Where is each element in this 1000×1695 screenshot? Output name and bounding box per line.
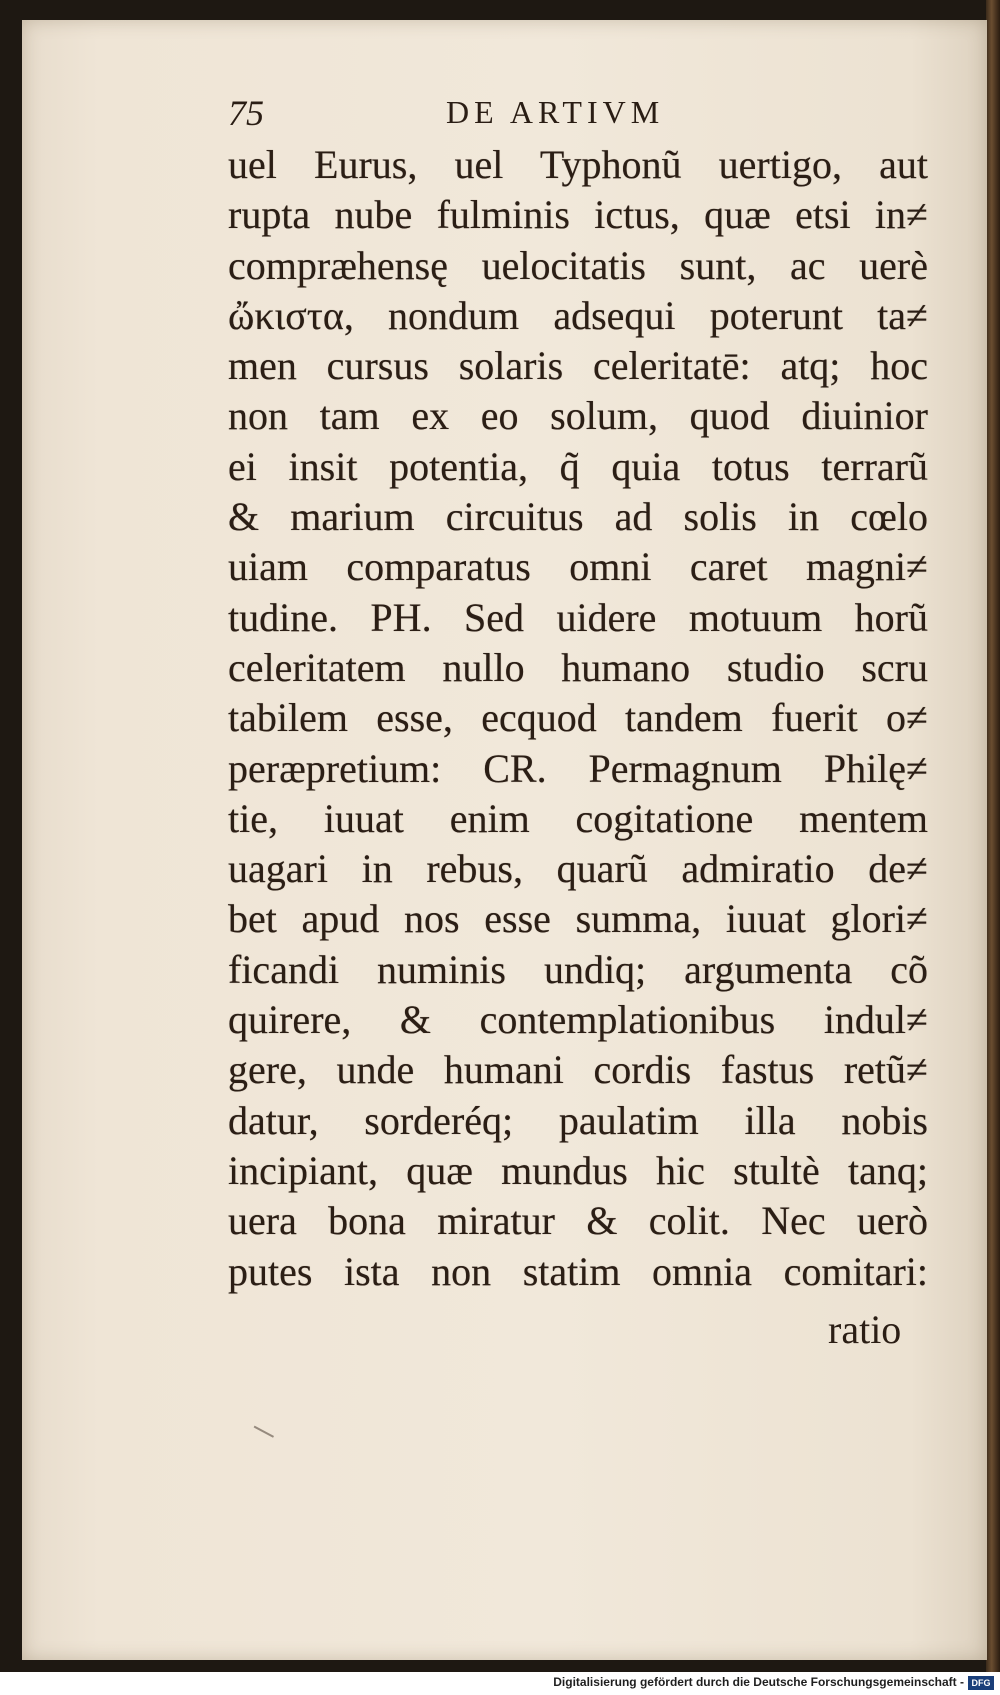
text-line: uel Eurus, uel Typhonũ uertigo, aut (228, 142, 928, 187)
text-block (228, 140, 928, 1297)
text-line: compræhensę uelocitatis sunt, ac uerè (228, 242, 928, 288)
text-line: gere, unde humani cordis fastus retũ≠ (228, 1047, 928, 1093)
text-line: ei insit potentia, q̃ quia totus terrarũ (228, 443, 928, 489)
page-header (228, 92, 928, 136)
digitization-credit: Digitalisierung gefördert durch die Deutsche Forschungsgemeinschaft - (553, 1675, 964, 1689)
text-line: & marium circuitus ad solis in cœlo (228, 494, 928, 540)
running-title: DE ARTIVM (446, 94, 665, 130)
text-line: ficandi numinis undiq; argumenta cõ (228, 946, 928, 992)
text-line: putes ista non statim omnia comitari: (228, 1248, 928, 1294)
text-line: uera bona miratur & colit. Nec uerò (228, 1198, 928, 1244)
page-number: 75 (228, 93, 264, 133)
text-line: bet apud nos esse summa, iuuat glori≠ (228, 896, 928, 942)
dfg-logo: DFG (968, 1676, 994, 1690)
text-line: uagari in rebus, quarũ admiratio de≠ (228, 846, 928, 892)
text-line: peræpretium: CR. Permagnum Philę≠ (228, 745, 928, 791)
catchword: ratio (828, 1307, 902, 1352)
text-line: ὤκιστα, nondum adsequi poterunt ta≠ (228, 292, 928, 338)
text-line: non tam ex eo solum, quod diuinior (228, 393, 928, 439)
text-line: tabilem esse, ecquod tandem fuerit o≠ (228, 695, 928, 741)
text-line: quirere, & contemplationibus indul≠ (228, 997, 928, 1043)
text-line: rupta nube fulminis ictus, quæ etsi in≠ (228, 192, 928, 238)
text-line: men cursus solaris celeritatē: atq; hoc (228, 343, 928, 389)
text-line: tudine. PH. Sed uidere motuum horũ (228, 594, 928, 640)
footer-bar (0, 1672, 1000, 1695)
text-line: datur, sorderéq; paulatim illa nobis (228, 1097, 928, 1143)
text-line: tie, iuuat enim cogitatione mentem (228, 795, 928, 841)
text-line: uiam comparatus omni caret magni≠ (228, 544, 928, 590)
book-edge (986, 0, 1000, 1672)
text-line: incipiant, quæ mundus hic stultè tanq; (228, 1147, 928, 1193)
text-line: celeritatem nullo humano studio scru (228, 644, 928, 690)
